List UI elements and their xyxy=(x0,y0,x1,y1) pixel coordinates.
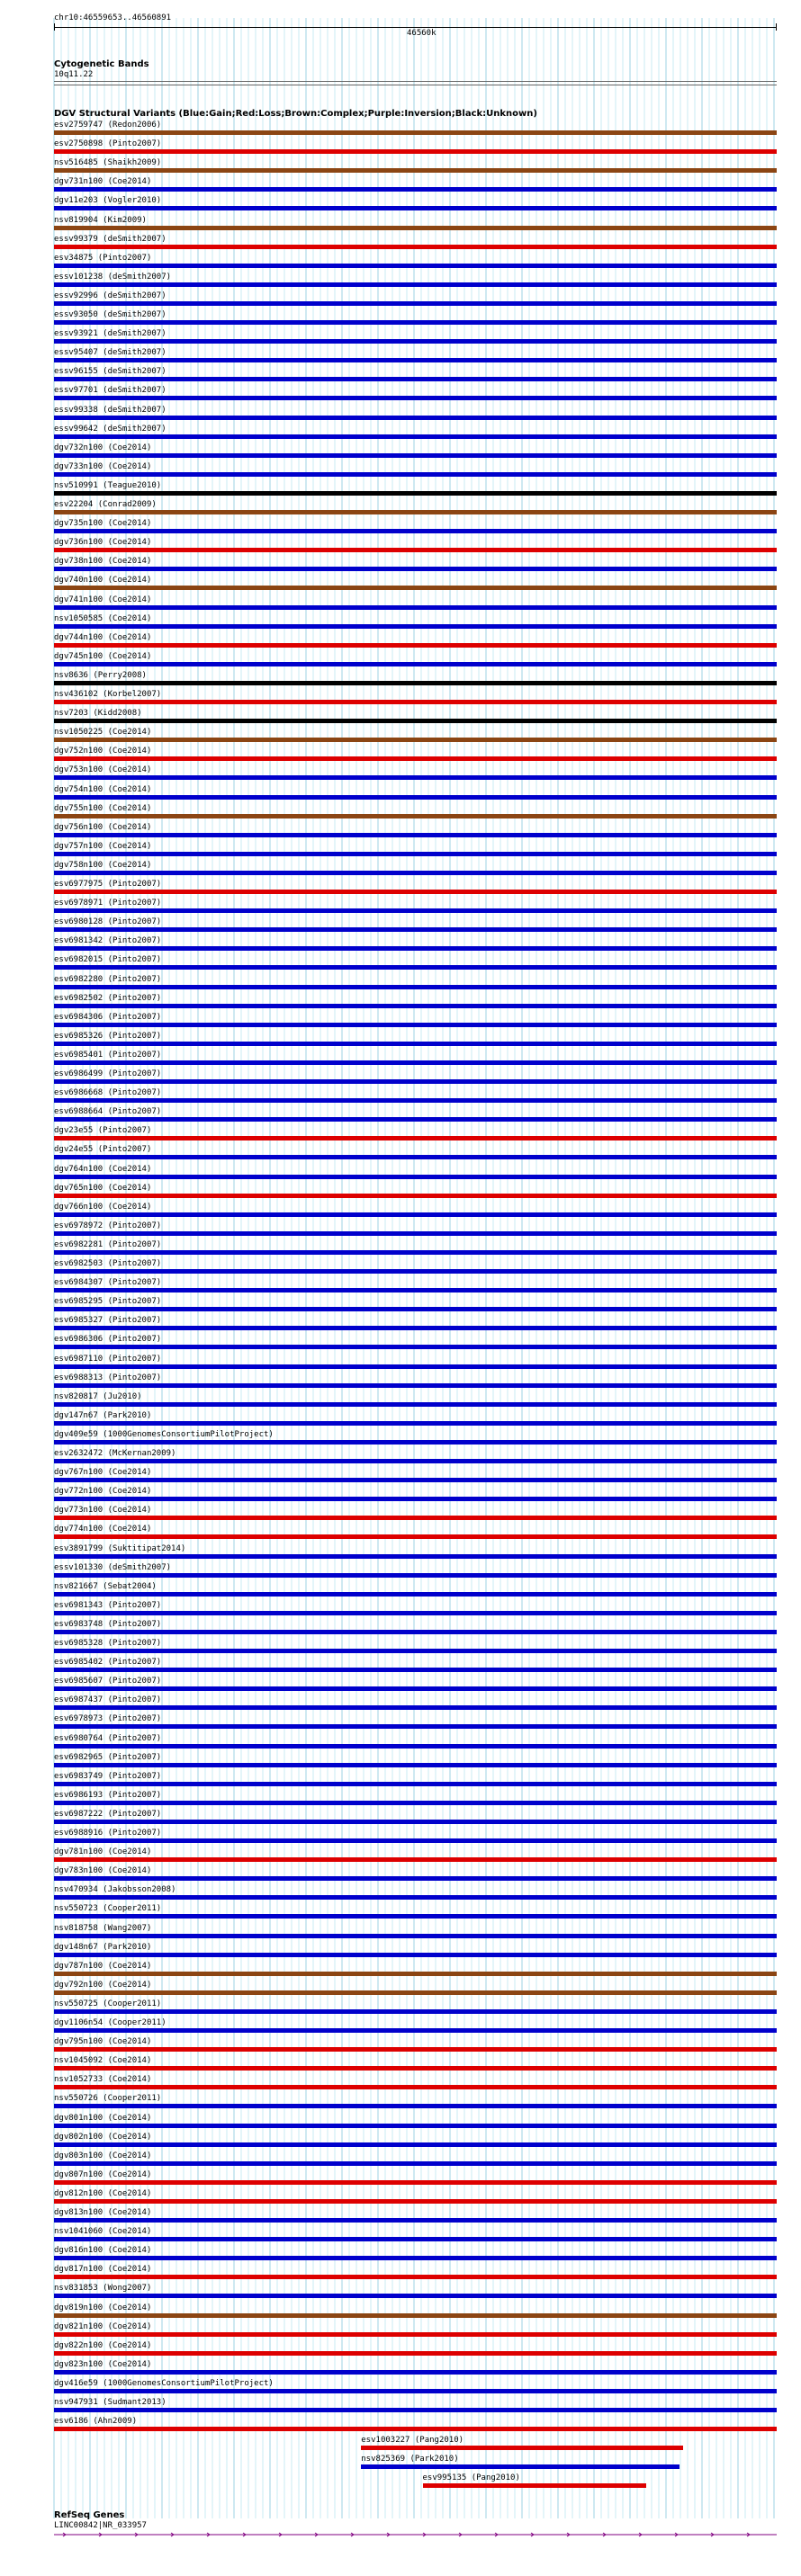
dgv-variant-bar[interactable] xyxy=(54,2047,777,2052)
dgv-variant-label[interactable]: dgv148n67 (Park2010) xyxy=(54,1942,152,1952)
dgv-variant-label[interactable]: essv99379 (deSmith2007) xyxy=(54,234,166,244)
dgv-variant-label[interactable]: nsv819904 (Kim2009) xyxy=(54,215,147,225)
position-label: chr10:46559653..46560891 xyxy=(54,13,172,22)
dgv-variant-bar[interactable] xyxy=(54,149,777,154)
dgv-variant-label[interactable]: nsv818758 (Wang2007) xyxy=(54,1923,152,1933)
dgv-variant-label[interactable]: essv92996 (deSmith2007) xyxy=(54,291,166,300)
dgv-variant-label[interactable]: esv22204 (Conrad2009) xyxy=(54,500,157,509)
dgv-variant-label[interactable]: esv6987110 (Pinto2007) xyxy=(54,1354,162,1364)
dgv-variant-bar[interactable] xyxy=(54,927,777,932)
dgv-variant-bar[interactable] xyxy=(54,1990,777,1995)
dgv-variant-label[interactable]: essv96155 (deSmith2007) xyxy=(54,367,166,377)
dgv-variant-bar[interactable] xyxy=(54,2370,777,2375)
dgv-variant-bar[interactable] xyxy=(54,510,777,514)
dgv-variant-label[interactable]: nsv510991 (Teague2010) xyxy=(54,480,162,490)
dgv-variant-bar[interactable] xyxy=(54,2009,777,2014)
dgv-variant-bar[interactable] xyxy=(54,264,777,268)
dgv-variant-label[interactable]: dgv795n100 (Coe2014) xyxy=(54,2037,152,2047)
dgv-variant-label[interactable]: dgv11e203 (Vogler2010) xyxy=(54,196,162,206)
dgv-variant-label[interactable]: nsv820817 (Ju2010) xyxy=(54,1391,142,1401)
dgv-variant-label[interactable]: esv6981343 (Pinto2007) xyxy=(54,1600,162,1610)
refseq-gene-line[interactable] xyxy=(54,2531,777,2538)
dgv-variant-bar[interactable] xyxy=(54,1098,777,1103)
dgv-variant-bar[interactable] xyxy=(54,2294,777,2298)
dgv-variant-bar[interactable] xyxy=(54,1724,777,1729)
dgv-variant-bar[interactable] xyxy=(54,775,777,780)
dgv-variant-label[interactable]: dgv735n100 (Coe2014) xyxy=(54,519,152,529)
dgv-variant-label[interactable]: esv6986499 (Pinto2007) xyxy=(54,1069,162,1078)
dgv-variant-bar[interactable] xyxy=(54,472,777,477)
dgv-variant-bar[interactable] xyxy=(54,2275,777,2279)
dgv-variant-label[interactable]: esv6986668 (Pinto2007) xyxy=(54,1088,162,1098)
dgv-variant-label[interactable]: dgv1106n54 (Cooper2011) xyxy=(54,2018,166,2027)
dgv-variant-label[interactable]: essv101330 (deSmith2007) xyxy=(54,1562,172,1572)
dgv-variant-bar[interactable] xyxy=(54,301,777,306)
dgv-variant-bar[interactable] xyxy=(54,434,777,439)
dgv-variant-bar[interactable] xyxy=(54,586,777,590)
dgv-variant-label[interactable]: dgv781n100 (Coe2014) xyxy=(54,1847,152,1857)
dgv-variant-bar[interactable] xyxy=(54,662,777,666)
dgv-variant-label[interactable]: dgv807n100 (Coe2014) xyxy=(54,2169,152,2179)
dgv-variant-bar[interactable] xyxy=(54,1383,777,1388)
dgv-variant-bar[interactable] xyxy=(54,1023,777,1027)
dgv-variant-label[interactable]: nsv1045092 (Coe2014) xyxy=(54,2056,152,2066)
dgv-variant-bar[interactable] xyxy=(54,2028,777,2033)
dgv-variant-bar[interactable] xyxy=(54,738,777,742)
dgv-variant-label[interactable]: dgv754n100 (Coe2014) xyxy=(54,784,152,794)
dgv-variant-bar[interactable] xyxy=(54,416,777,420)
dgv-variant-bar[interactable] xyxy=(54,833,777,837)
dgv-variant-label[interactable]: dgv409e59 (1000GenomesConsortiumPilotProject) xyxy=(54,1429,274,1439)
dgv-variant-bar[interactable] xyxy=(54,1079,777,1084)
dgv-variant-label[interactable]: nsv550725 (Cooper2011) xyxy=(54,1999,162,2008)
dgv-variant-bar[interactable] xyxy=(54,2313,777,2318)
dgv-variant-bar[interactable] xyxy=(54,187,777,192)
dgv-variant-label[interactable]: dgv764n100 (Coe2014) xyxy=(54,1164,152,1174)
ruler-left-tick xyxy=(54,23,55,31)
dgv-variant-bar[interactable] xyxy=(54,320,777,325)
dgv-variant-bar[interactable] xyxy=(54,1934,777,1938)
dgv-variant-bar[interactable] xyxy=(54,1364,777,1369)
dgv-variant-bar[interactable] xyxy=(54,1573,777,1578)
dgv-variant-bar[interactable] xyxy=(54,453,777,458)
dgv-variant-label[interactable]: nsv550723 (Cooper2011) xyxy=(54,1904,162,1914)
dgv-variant-label[interactable]: dgv740n100 (Coe2014) xyxy=(54,576,152,586)
dgv-variant-bar[interactable] xyxy=(361,2446,682,2450)
dgv-variant-bar[interactable] xyxy=(54,1004,777,1008)
dgv-variant-label[interactable]: esv6978972 (Pinto2007) xyxy=(54,1221,162,1230)
dgv-variant-bar[interactable] xyxy=(54,1136,777,1140)
dgv-variant-bar[interactable] xyxy=(54,1288,777,1292)
dgv-variant-bar[interactable] xyxy=(54,1060,777,1065)
dgv-variant-label[interactable]: dgv741n100 (Coe2014) xyxy=(54,595,152,604)
dgv-variant-bar[interactable] xyxy=(54,1269,777,1274)
dgv-variant-label[interactable]: essv93921 (deSmith2007) xyxy=(54,329,166,339)
dgv-variant-label[interactable]: esv6986306 (Pinto2007) xyxy=(54,1335,162,1345)
dgv-variant-bar[interactable] xyxy=(54,795,777,800)
dgv-variant-bar[interactable] xyxy=(54,1611,777,1615)
dgv-variant-bar[interactable] xyxy=(54,1686,777,1691)
ruler-right-tick xyxy=(776,23,777,31)
dgv-variant-label[interactable]: esv6983749 (Pinto2007) xyxy=(54,1771,162,1781)
dgv-variant-label[interactable]: esv6982015 (Pinto2007) xyxy=(54,955,162,965)
dgv-variant-bar[interactable] xyxy=(54,946,777,951)
dgv-variant-label[interactable]: nsv1050585 (Coe2014) xyxy=(54,613,152,623)
refseq-track-title: RefSeq Genes xyxy=(54,2509,125,2520)
dgv-variant-bar[interactable] xyxy=(54,2066,777,2071)
dgv-variant-bar[interactable] xyxy=(54,890,777,894)
dgv-variant-label[interactable]: nsv1041060 (Coe2014) xyxy=(54,2227,152,2237)
dgv-variant-label[interactable]: esv2632472 (McKernan2009) xyxy=(54,1449,176,1458)
dgv-variant-bar[interactable] xyxy=(54,1117,777,1122)
dgv-variant-bar[interactable] xyxy=(54,1231,777,1236)
dgv-variant-label[interactable]: essv97701 (deSmith2007) xyxy=(54,386,166,396)
dgv-variant-label[interactable]: dgv757n100 (Coe2014) xyxy=(54,841,152,851)
dgv-variant-label[interactable]: dgv813n100 (Coe2014) xyxy=(54,2208,152,2217)
dgv-variant-label[interactable]: dgv755n100 (Coe2014) xyxy=(54,803,152,813)
dgv-variant-label[interactable]: esv995135 (Pang2010) xyxy=(422,2473,520,2483)
dgv-variant-bar[interactable] xyxy=(54,2142,777,2147)
dgv-variant-bar[interactable] xyxy=(54,396,777,400)
dgv-variant-bar[interactable] xyxy=(54,1497,777,1501)
dgv-variant-bar[interactable] xyxy=(54,339,777,344)
dgv-variant-bar[interactable] xyxy=(54,2218,777,2223)
dgv-variant-label[interactable]: esv6985328 (Pinto2007) xyxy=(54,1639,162,1648)
dgv-variant-bar[interactable] xyxy=(54,2161,777,2166)
dgv-variant-bar[interactable] xyxy=(54,1554,777,1559)
dgv-variant-label[interactable]: dgv745n100 (Coe2014) xyxy=(54,651,152,661)
dgv-variant-label[interactable]: nsv821667 (Sebat2004) xyxy=(54,1581,157,1591)
dgv-variant-bar[interactable] xyxy=(54,908,777,913)
dgv-variant-bar[interactable] xyxy=(54,2237,777,2241)
dgv-variant-label[interactable]: dgv812n100 (Coe2014) xyxy=(54,2188,152,2198)
dgv-variant-label[interactable]: esv6986193 (Pinto2007) xyxy=(54,1790,162,1800)
dgv-variant-bar[interactable] xyxy=(54,1876,777,1881)
dgv-variant-bar[interactable] xyxy=(54,643,777,648)
dgv-variant-label[interactable]: dgv23e55 (Pinto2007) xyxy=(54,1126,152,1136)
dgv-variant-bar[interactable] xyxy=(54,1534,777,1539)
dgv-variant-label[interactable]: dgv821n100 (Coe2014) xyxy=(54,2321,152,2331)
dgv-variant-label[interactable]: esv6982502 (Pinto2007) xyxy=(54,993,162,1003)
dgv-variant-bar[interactable] xyxy=(54,567,777,571)
dgv-variant-label[interactable]: esv2750898 (Pinto2007) xyxy=(54,139,162,149)
refseq-gene-label[interactable]: LINC00842|NR_033957 xyxy=(54,2520,147,2530)
dgv-variant-label[interactable]: dgv758n100 (Coe2014) xyxy=(54,860,152,870)
dgv-variant-bar[interactable] xyxy=(54,206,777,210)
dgv-variant-bar[interactable] xyxy=(54,1895,777,1900)
dgv-variant-label[interactable]: esv34875 (Pinto2007) xyxy=(54,253,152,263)
dgv-variant-bar[interactable] xyxy=(54,1801,777,1805)
dgv-variant-bar[interactable] xyxy=(54,719,777,723)
ruler-line xyxy=(54,27,777,28)
dgv-variant-bar[interactable] xyxy=(54,282,777,287)
dgv-variant-label[interactable]: dgv819n100 (Coe2014) xyxy=(54,2303,152,2312)
dgv-variant-bar[interactable] xyxy=(54,871,777,875)
dgv-variant-bar[interactable] xyxy=(54,1914,777,1919)
dgv-variant-label[interactable]: dgv767n100 (Coe2014) xyxy=(54,1468,152,1478)
dgv-variant-bar[interactable] xyxy=(54,377,777,381)
dgv-variant-label[interactable]: essv95407 (deSmith2007) xyxy=(54,348,166,358)
dgv-variant-label[interactable]: dgv803n100 (Coe2014) xyxy=(54,2151,152,2160)
dgv-variant-label[interactable]: dgv817n100 (Coe2014) xyxy=(54,2265,152,2275)
dgv-variant-bar[interactable] xyxy=(54,1326,777,1330)
dgv-variant-bar[interactable] xyxy=(54,1649,777,1653)
dgv-variant-label[interactable]: dgv744n100 (Coe2014) xyxy=(54,632,152,642)
dgv-variant-bar[interactable] xyxy=(54,1345,777,1349)
dgv-variant-label[interactable]: esv6984307 (Pinto2007) xyxy=(54,1278,162,1288)
dgv-variant-label[interactable]: nsv831853 (Wong2007) xyxy=(54,2284,152,2294)
dgv-variant-bar[interactable] xyxy=(54,1668,777,1672)
dgv-variant-label[interactable]: esv6988664 (Pinto2007) xyxy=(54,1107,162,1117)
dgv-variant-label[interactable]: nsv1050225 (Coe2014) xyxy=(54,728,152,738)
dgv-variant-bar[interactable] xyxy=(54,2199,777,2204)
dgv-variant-bar[interactable] xyxy=(361,2464,679,2469)
dgv-variant-label[interactable]: dgv731n100 (Coe2014) xyxy=(54,177,152,187)
dgv-variant-bar[interactable] xyxy=(54,2351,777,2356)
dgv-variant-label[interactable]: esv6988313 (Pinto2007) xyxy=(54,1373,162,1382)
dgv-variant-label[interactable]: esv1003227 (Pang2010) xyxy=(361,2436,464,2446)
dgv-variant-bar[interactable] xyxy=(54,1630,777,1634)
dgv-variant-bar[interactable] xyxy=(54,965,777,970)
dgv-variant-bar[interactable] xyxy=(54,1744,777,1749)
cytoband-bar-top xyxy=(54,81,777,82)
dgv-variant-label[interactable]: esv6985327 (Pinto2007) xyxy=(54,1316,162,1326)
dgv-variant-label[interactable]: dgv773n100 (Coe2014) xyxy=(54,1506,152,1516)
dgv-variant-label[interactable]: dgv733n100 (Coe2014) xyxy=(54,461,152,471)
dgv-variant-label[interactable]: esv6985295 (Pinto2007) xyxy=(54,1297,162,1307)
dgv-variant-label[interactable]: dgv792n100 (Coe2014) xyxy=(54,1980,152,1990)
dgv-variant-label[interactable]: nsv947931 (Sudmant2013) xyxy=(54,2398,166,2407)
dgv-variant-label[interactable]: dgv822n100 (Coe2014) xyxy=(54,2340,152,2350)
dgv-variant-label[interactable]: dgv738n100 (Coe2014) xyxy=(54,557,152,567)
dgv-variant-bar[interactable] xyxy=(54,529,777,533)
dgv-variant-bar[interactable] xyxy=(54,1516,777,1520)
dgv-variant-bar[interactable] xyxy=(54,1782,777,1786)
dgv-variant-label[interactable]: essv101238 (deSmith2007) xyxy=(54,272,172,282)
dgv-variant-label[interactable]: esv6987437 (Pinto2007) xyxy=(54,1695,162,1705)
dgv-variant-label[interactable]: dgv756n100 (Coe2014) xyxy=(54,822,152,832)
dgv-variant-label[interactable]: dgv765n100 (Coe2014) xyxy=(54,1183,152,1193)
dgv-variant-bar[interactable] xyxy=(54,1307,777,1311)
dgv-variant-bar[interactable] xyxy=(54,700,777,704)
dgv-variant-label[interactable]: esv6978973 (Pinto2007) xyxy=(54,1714,162,1724)
dgv-variant-bar[interactable] xyxy=(54,1838,777,1843)
dgv-variant-bar[interactable] xyxy=(54,1421,777,1426)
cytobands-title: Cytogenetic Bands xyxy=(54,59,149,69)
dgv-variant-bar[interactable] xyxy=(54,1440,777,1445)
dgv-variant-label[interactable]: esv6984306 (Pinto2007) xyxy=(54,1012,162,1022)
dgv-variant-bar[interactable] xyxy=(54,1459,777,1463)
dgv-variant-label[interactable]: dgv772n100 (Coe2014) xyxy=(54,1487,152,1497)
dgv-variant-label[interactable]: dgv732n100 (Coe2014) xyxy=(54,443,152,452)
dgv-variant-label[interactable]: esv6980764 (Pinto2007) xyxy=(54,1733,162,1743)
dgv-variant-label[interactable]: esv6980128 (Pinto2007) xyxy=(54,917,162,927)
dgv-variant-bar[interactable] xyxy=(54,2256,777,2260)
dgv-variant-label[interactable]: dgv823n100 (Coe2014) xyxy=(54,2359,152,2369)
dgv-variant-bar[interactable] xyxy=(54,2389,777,2393)
dgv-variant-bar[interactable] xyxy=(54,2180,777,2185)
dgv-variant-bar[interactable] xyxy=(54,756,777,761)
dgv-variant-bar[interactable] xyxy=(54,358,777,362)
dgv-variant-bar[interactable] xyxy=(54,245,777,249)
dgv-variant-bar[interactable] xyxy=(54,1705,777,1710)
dgv-variant-label[interactable]: nsv516485 (Shaikh2009) xyxy=(54,158,162,168)
dgv-variant-label[interactable]: dgv801n100 (Coe2014) xyxy=(54,2113,152,2123)
dgv-variant-label[interactable]: nsv7203 (Kidd2008) xyxy=(54,709,142,719)
dgv-variant-label[interactable]: esv6987222 (Pinto2007) xyxy=(54,1809,162,1819)
dgv-variant-label[interactable]: esv6982280 (Pinto2007) xyxy=(54,974,162,984)
dgv-variant-label[interactable]: esv2759747 (Redon2006) xyxy=(54,121,162,130)
dgv-variant-bar[interactable] xyxy=(54,1155,777,1159)
dgv-variant-label[interactable]: esv6982503 (Pinto2007) xyxy=(54,1259,162,1268)
dgv-variant-label[interactable]: nsv825369 (Park2010) xyxy=(361,2455,459,2464)
dgv-variant-label[interactable]: essv99642 (deSmith2007) xyxy=(54,424,166,434)
dgv-variant-label[interactable]: esv6978971 (Pinto2007) xyxy=(54,899,162,908)
dgv-variant-bar[interactable] xyxy=(54,1820,777,1824)
dgv-variant-bar[interactable] xyxy=(54,681,777,685)
dgv-variant-bar[interactable] xyxy=(54,226,777,230)
dgv-variant-bar[interactable] xyxy=(423,2483,647,2488)
dgv-variant-label[interactable]: dgv766n100 (Coe2014) xyxy=(54,1202,152,1212)
dgv-variant-label[interactable]: dgv147n67 (Park2010) xyxy=(54,1410,152,1420)
dgv-variant-label[interactable]: dgv24e55 (Pinto2007) xyxy=(54,1145,152,1155)
dgv-variant-label[interactable]: dgv787n100 (Coe2014) xyxy=(54,1961,152,1971)
dgv-variant-label[interactable]: essv93050 (deSmith2007) xyxy=(54,310,166,319)
dgv-variant-label[interactable]: nsv550726 (Cooper2011) xyxy=(54,2094,162,2104)
dgv-variant-bar[interactable] xyxy=(54,2085,777,2089)
dgv-variant-bar[interactable] xyxy=(54,548,777,552)
dgv-variant-bar[interactable] xyxy=(54,985,777,989)
dgv-variant-label[interactable]: esv6983748 (Pinto2007) xyxy=(54,1619,162,1629)
dgv-variant-bar[interactable] xyxy=(54,130,777,135)
dgv-variant-bar[interactable] xyxy=(54,2427,777,2431)
dgv-variant-bar[interactable] xyxy=(54,1250,777,1255)
dgv-variant-bar[interactable] xyxy=(54,814,777,818)
dgv-variant-bar[interactable] xyxy=(54,1194,777,1198)
dgv-variant-bar[interactable] xyxy=(54,1763,777,1767)
dgv-variant-label[interactable]: dgv736n100 (Coe2014) xyxy=(54,538,152,548)
dgv-variant-label[interactable]: esv6982281 (Pinto2007) xyxy=(54,1239,162,1249)
dgv-variant-label[interactable]: esv6985401 (Pinto2007) xyxy=(54,1050,162,1060)
dgv-variant-label[interactable]: dgv752n100 (Coe2014) xyxy=(54,747,152,756)
dgv-variant-bar[interactable] xyxy=(54,2332,777,2337)
dgv-variant-bar[interactable] xyxy=(54,2408,777,2412)
dgv-variant-bar[interactable] xyxy=(54,1478,777,1482)
dgv-variant-label[interactable]: nsv436102 (Korbel2007) xyxy=(54,690,162,699)
dgv-variant-bar[interactable] xyxy=(54,1042,777,1046)
dgv-variant-bar[interactable] xyxy=(54,491,777,496)
dgv-variant-label[interactable]: esv6985402 (Pinto2007) xyxy=(54,1658,162,1668)
dgv-variant-bar[interactable] xyxy=(54,605,777,610)
dgv-variant-bar[interactable] xyxy=(54,168,777,173)
dgv-variant-bar[interactable] xyxy=(54,1402,777,1407)
dgv-variant-label[interactable]: dgv753n100 (Coe2014) xyxy=(54,765,152,775)
dgv-variant-bar[interactable] xyxy=(54,1592,777,1597)
dgv-variant-bar[interactable] xyxy=(54,1953,777,1957)
dgv-variant-label[interactable]: esv6988916 (Pinto2007) xyxy=(54,1829,162,1838)
dgv-variant-label[interactable]: nsv1052733 (Coe2014) xyxy=(54,2075,152,2085)
dgv-variant-bar[interactable] xyxy=(54,624,777,629)
dgv-variant-label[interactable]: dgv416e59 (1000GenomesConsortiumPilotProject) xyxy=(54,2378,274,2388)
dgv-variant-bar[interactable] xyxy=(54,1857,777,1862)
dgv-variant-bar[interactable] xyxy=(54,1212,777,1217)
dgv-variant-bar[interactable] xyxy=(54,2124,777,2128)
dgv-variant-label[interactable]: esv6186 (Ahn2009) xyxy=(54,2417,138,2427)
dgv-variant-label[interactable]: esv6977975 (Pinto2007) xyxy=(54,880,162,889)
dgv-variant-label[interactable]: essv99338 (deSmith2007) xyxy=(54,405,166,415)
dgv-variant-label[interactable]: esv6985607 (Pinto2007) xyxy=(54,1677,162,1686)
dgv-variant-label[interactable]: nsv8636 (Perry2008) xyxy=(54,670,147,680)
dgv-variant-label[interactable]: esv3891799 (Suktitipat2014) xyxy=(54,1543,186,1553)
dgv-variant-label[interactable]: esv6981342 (Pinto2007) xyxy=(54,936,162,946)
dgv-variant-label[interactable]: esv6982965 (Pinto2007) xyxy=(54,1752,162,1762)
dgv-variant-bar[interactable] xyxy=(54,2104,777,2108)
cytoband-label: 10q11.22 xyxy=(54,70,94,79)
dgv-variant-label[interactable]: nsv470934 (Jakobsson2008) xyxy=(54,1885,176,1895)
dgv-variant-bar[interactable] xyxy=(54,1175,777,1179)
scale-label: 46560k xyxy=(407,29,436,38)
dgv-variant-label[interactable]: dgv774n100 (Coe2014) xyxy=(54,1525,152,1534)
dgv-track-title: DGV Structural Variants (Blue:Gain;Red:Loss;Brown:Complex;Purple:Inversion;Black:Unknown) xyxy=(54,109,537,119)
dgv-variant-bar[interactable] xyxy=(54,852,777,856)
dgv-variant-label[interactable]: dgv783n100 (Coe2014) xyxy=(54,1866,152,1876)
dgv-variant-label[interactable]: dgv802n100 (Coe2014) xyxy=(54,2132,152,2142)
dgv-variant-label[interactable]: esv6985326 (Pinto2007) xyxy=(54,1031,162,1041)
dgv-variant-bar[interactable] xyxy=(54,1972,777,1976)
dgv-variant-label[interactable]: dgv816n100 (Coe2014) xyxy=(54,2246,152,2256)
